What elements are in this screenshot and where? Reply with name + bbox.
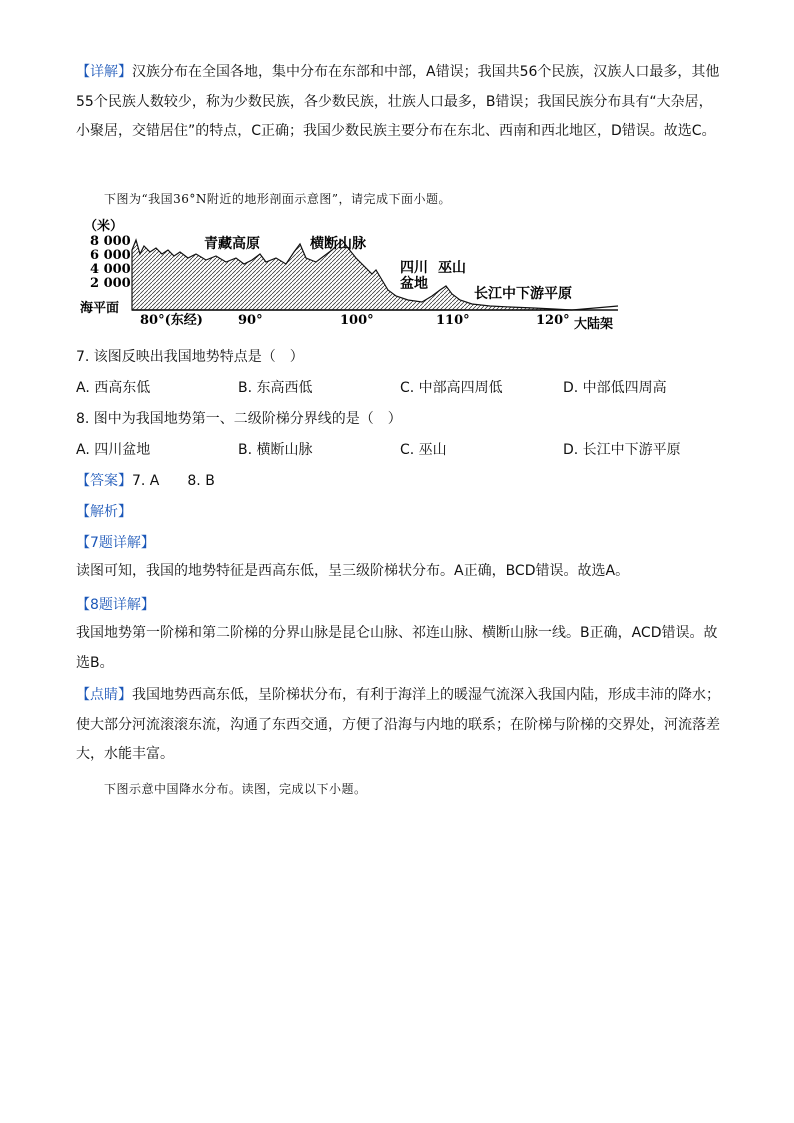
figure-intro: 下图为“我国36°N附近的地形剖面示意图”，请完成下面小题。 (104, 192, 452, 206)
detail-tag: 【详解】 (76, 64, 132, 80)
comment-text: 我国地势西高东低，呈阶梯状分布，有利于海洋上的暖湿气流深入我国内陆，形成丰沛的降水；使大部分河流滚滚东流，沟通了东西交通，方便了沿海与内地的联系；在阶梯与阶梯的交界处，河流落差大，水能丰富。 (76, 687, 720, 762)
next-figure-intro: 下图示意中国降水分布。读图，完成以下小题。 (104, 782, 367, 796)
x-tick-label: 100° (340, 313, 374, 328)
y-tick-label: 2 000 (90, 276, 131, 291)
detail-paragraph-1 (76, 58, 720, 147)
analysis-heading: 【解析】 (76, 504, 132, 520)
answer-tag: 【答案】 (76, 473, 132, 489)
y-tick-label: 4 000 (90, 262, 131, 277)
terrain-profile-figure (76, 214, 636, 336)
hengduan-label: 横断山脉 (310, 236, 366, 252)
question-7-stem: 7. 该图反映出我国地势特点是（ ） (76, 349, 304, 365)
sea-level-label: 海平面 (80, 301, 120, 316)
sichuan-label-2: 盆地 (400, 276, 428, 292)
x-tick-label: 120° (536, 313, 570, 328)
q8-option-b: B. 横断山脉 (238, 442, 313, 458)
q7-detail-text: 读图可知，我国的地势特征是西高东低，呈三级阶梯状分布。A正确，BCD错误。故选A。 (76, 563, 630, 579)
question-8-stem: 8. 图中为我国地势第一、二级阶梯分界线的是（ ） (76, 411, 402, 427)
plain-label: 长江中下游平原 (474, 286, 572, 302)
x-tick-label: 80°(东经) (140, 313, 203, 328)
q8-option-a: A. 四川盆地 (76, 442, 151, 458)
detail-text: 汉族分布在全国各地，集中分布在东部和中部，A错误；我国共56个民族，汉族人口最多，其他55个民族人数较少，称为少数民族，各少数民族，壮族人口最多，B错误；我国民族分布具有“大杂居，小聚居，交错居住”的特点，C正确；我国少数民族主要分布在东北、西南和西北地区，D错误。故选C。 (76, 64, 720, 139)
q8-option-d: D. 长江中下游平原 (563, 442, 681, 458)
q7-option-d: D. 中部低四周高 (563, 380, 667, 396)
y-tick-label: 6 000 (90, 248, 131, 263)
q7-detail-heading: 【7题详解】 (76, 535, 155, 551)
q8-option-c: C. 巫山 (400, 442, 447, 458)
q7-option-a: A. 西高东低 (76, 380, 151, 396)
shelf-label: 大陆架 (574, 317, 614, 332)
answer-line (76, 470, 215, 490)
y-axis-unit: （米） (84, 219, 124, 234)
plateau-label: 青藏高原 (204, 236, 260, 252)
x-tick-label: 90° (238, 313, 263, 328)
q7-option-b: B. 东高西低 (238, 380, 313, 396)
answer-text: 7. A 8. B (132, 473, 215, 489)
wushan-label: 巫山 (438, 260, 466, 276)
q8-detail-heading: 【8题详解】 (76, 597, 155, 613)
x-tick-label: 110° (436, 313, 470, 328)
q8-detail-text: 我国地势第一阶梯和第二阶梯的分界山脉是昆仑山脉、祁连山脉、横断山脉一线。B正确，ACD错误。故选B。 (76, 625, 718, 671)
q7-option-c: C. 中部高四周低 (400, 380, 503, 396)
comment-paragraph (76, 681, 720, 770)
sichuan-label-1: 四川 (400, 260, 428, 276)
comment-tag: 【点睛】 (76, 687, 132, 703)
y-tick-label: 8 000 (90, 234, 131, 249)
